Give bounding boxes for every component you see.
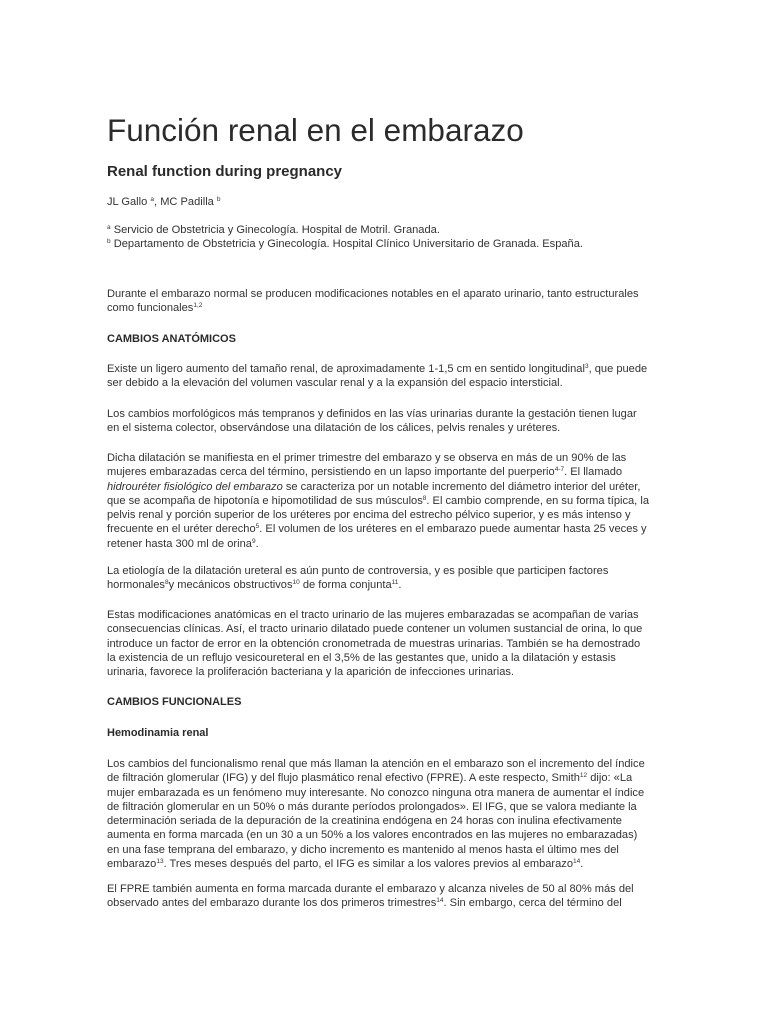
author-gallo-affiliation: a: [150, 196, 155, 203]
paragraph: La etiología de la dilatación ureteral es aún punto de controversia, y es posible que participen factores hormonales$^8$y mecánicos obstructivos$^{10}$ de forma conjunta$^{11}$.: [107, 565, 609, 592]
reference-marker: 1,2: [193, 302, 203, 310]
reference-marker: 12: [579, 772, 588, 780]
article-title: Función renal en el embarazo: [107, 112, 524, 148]
subsection-heading-hemodinamia: Hemodinamia renal: [107, 727, 209, 739]
reference-marker: 11: [391, 579, 399, 587]
reference-marker: 4-7: [554, 466, 565, 474]
affiliation-a: $^a$ Servicio de Obstetricia y Ginecología. Hospital de Motril. Granada.: [107, 224, 440, 236]
reference-marker: 9: [251, 537, 256, 545]
reference-marker: 3: [584, 363, 589, 370]
paragraph: Existe un ligero aumento del tamaño renal, de aproximadamente 1-1,5 cm en sentido longitudinal$^3$, que puede ser debido a la elevación del volumen vascular renal y a la expansión del espacio intersticial.: [107, 363, 648, 390]
intro-paragraph: Durante el embarazo normal se producen modificaciones notables en el aparato urinario, tanto estructurales como funcionales$^{1,2}$: [107, 288, 639, 315]
author-padilla: MC Padilla: [160, 196, 214, 208]
article-subtitle: Renal function during pregnancy: [107, 163, 343, 180]
section-heading-funcionales: CAMBIOS FUNCIONALES: [107, 696, 242, 708]
reference-marker: 14: [573, 858, 581, 866]
paragraph: Los cambios del funcionalismo renal que más llaman la atención en el embarazo son el incremento del índice de filtración glomerular (IFG) y del flujo plasmático renal efectivo (FPRE). A este respecto, Smith$^{12}$ dijo: «La mujer embarazada es un fenómeno muy interesante. No conozco ninguna otra manera de aumentar el índice de filtración glomerular en un 50% o más durante períodos prolongados». El IFG, que se valora mediante la determinación seriada de la depuración de la creatinina endógena en 24 horas con inulina efectivamente aumenta en forma marcada (en un 30 a un 50% a los valores encontrados en las mujeres no embarazadas) en una fase temprana del embarazo, y dicho incremento es mantenido al menos hasta el último mes del embarazo$^{13}$. Tres meses después del parto, el IFG es similar a los valores previos al embarazo$^{14}$.: [107, 758, 645, 871]
reference-marker: 10: [292, 579, 300, 587]
authors-line: [107, 195, 662, 209]
reference-marker: 13: [156, 858, 164, 866]
section-heading-anatomicos: CAMBIOS ANATÓMICOS: [107, 333, 236, 345]
reference-marker: 8: [422, 494, 427, 502]
reference-marker: 14: [436, 897, 444, 905]
paragraph: Dicha dilatación se manifiesta en el primer trimestre del embarazo y se observa en más de un 90% de las mujeres embarazadas cerca del término, persistiendo en un lapso importante del puerperio$^{4-7}$. El llamado hidrouréter fisiológico del embarazo se caracteriza por un notable incremento del diámetro interior del uréter, que se acompaña de hipotonía e hipomotilidad de sus músculos$^8$. El cambio comprende, en su forma típica, la pelvis renal y porción superior de los uréteres por encima del estrecho pélvico superior, y es más intenso y frecuente en el uréter derecho$^5$. El volumen de los uréteres en el embarazo puede aumentar hasta 25 veces y retener hasta 300 ml de orina$^9$.: [107, 452, 649, 550]
paragraph: Estas modificaciones anatómicas en el tracto urinario de las mujeres embarazadas se acompañan de varias consecuencias clínicas. Así, el tracto urinario dilatado puede contener un volumen sustancial de orina, lo que introduce un factor de error en la obtención cronometrada de muestras urinarias. También se ha demostrado la existencia de un reflujo vesicoureteral en el 3,5% de las gestantes que, unido a la dilatación y estasis urinaria, favorece la proliferación bacteriana y la aparición de infecciones urinarias.: [107, 609, 643, 679]
affiliations: [107, 223, 662, 252]
reference-marker: 5: [255, 523, 260, 531]
reference-marker: 8: [164, 579, 169, 587]
paragraph: Los cambios morfológicos más tempranos y definidos en las vías urinarias durante la gestación tienen lugar en el sistema colector, observándose una dilatación de los cálices, pelvis renales y uréteres.: [107, 408, 637, 435]
affiliation-b: $^b$ Departamento de Obstetricia y Ginecología. Hospital Clínico Universitario de Granada. España.: [107, 238, 583, 251]
paragraph: El FPRE también aumenta en forma marcada durante el embarazo y alcanza niveles de 50 al 80% más del observado antes del embarazo durante los dos primeros trimestres$^{14}$. Sin embargo, cerca del término del: [107, 883, 634, 910]
author-separator: ,: [154, 196, 161, 208]
author-gallo: JL Gallo: [107, 196, 148, 208]
author-padilla-affiliation: b: [216, 196, 221, 203]
italic-term: hidrouréter fisiológico del embarazo: [107, 480, 283, 493]
